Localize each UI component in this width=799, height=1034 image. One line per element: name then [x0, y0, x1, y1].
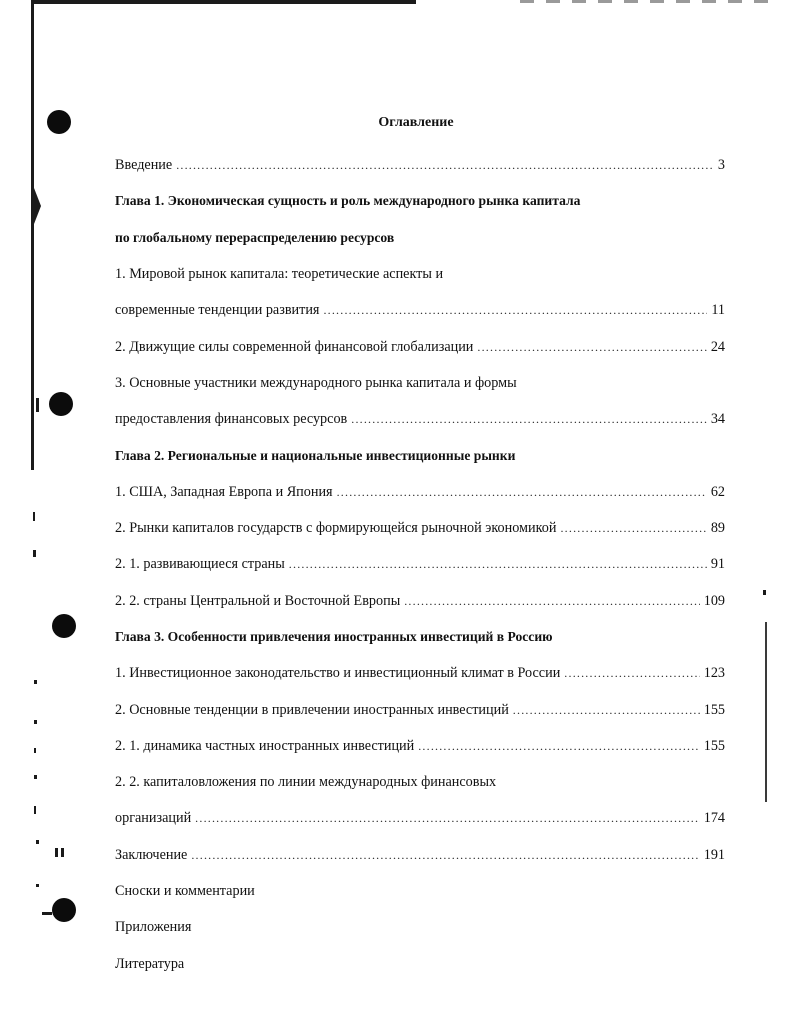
- toc-entry-2-2[interactable]: [115, 510, 725, 546]
- toc-entry-literature[interactable]: [115, 946, 725, 982]
- toc-entry-1-3[interactable]: [115, 365, 725, 401]
- toc-chapter-3-heading[interactable]: [115, 619, 725, 655]
- toc-entry-text: Сноски и комментарии: [115, 883, 255, 900]
- toc-page-number: 191: [703, 846, 725, 863]
- scan-speck: [36, 398, 39, 412]
- toc-entry-text: Приложения: [115, 919, 192, 936]
- punch-hole: [52, 614, 76, 638]
- toc-page-number: 174: [703, 810, 725, 827]
- toc-page-number: 62: [710, 483, 725, 500]
- scan-speck: [42, 912, 52, 915]
- scan-speck: [36, 884, 39, 887]
- toc-entry-1-1[interactable]: [115, 256, 725, 292]
- toc-leader-dots: [176, 156, 714, 174]
- toc-entry-3-2[interactable]: [115, 691, 725, 727]
- punch-hole: [49, 392, 73, 416]
- toc-entry-2-2-1[interactable]: [115, 546, 725, 582]
- toc-entry-3-2-1[interactable]: [115, 728, 725, 764]
- toc-entry-1-3-continued[interactable]: [115, 401, 725, 437]
- toc-entry-3-2-2-continued[interactable]: [115, 800, 725, 836]
- toc-entry-text: 3. Основные участники международного рынка капитала и формы: [115, 374, 517, 391]
- toc-entry-text: 1. США, Западная Европа и Япония: [115, 483, 333, 500]
- toc-page-number: 11: [711, 302, 725, 319]
- scan-speck: [34, 775, 37, 779]
- toc-entry-text: 1. Инвестиционное законодательство и инвестиционный климат в России: [115, 665, 561, 682]
- toc-leader-dots: [560, 519, 706, 537]
- toc-entry-text: организаций: [115, 810, 192, 827]
- scan-speck: [61, 848, 64, 857]
- toc-entry-text: 2. 1. динамика частных иностранных инвестиций: [115, 737, 415, 754]
- scan-speck: [33, 512, 35, 521]
- toc-title: Оглавление: [378, 115, 454, 130]
- toc-leader-dots: [191, 846, 699, 864]
- toc-entry-conclusion[interactable]: [115, 837, 725, 873]
- toc-entry-footnotes[interactable]: [115, 873, 725, 909]
- toc-page-number: 155: [703, 737, 725, 754]
- toc-leader-dots: [323, 301, 707, 319]
- toc-entry-text: 2. 2. капиталовложения по линии международных финансовых: [115, 774, 497, 791]
- toc-page-number: 109: [703, 592, 725, 609]
- toc-page-number: 91: [710, 556, 725, 573]
- toc-leader-dots: [564, 664, 699, 682]
- scan-edge-left: [31, 0, 34, 470]
- scan-speck: [34, 720, 37, 724]
- toc-entry-2-2-2[interactable]: [115, 583, 725, 619]
- toc-page-number: 24: [710, 338, 725, 355]
- toc-page-number: 34: [710, 411, 725, 428]
- toc-leader-dots: [195, 809, 700, 827]
- toc-entry-text: 2. Движущие силы современной финансовой глобализации: [115, 338, 474, 355]
- toc-leader-dots: [513, 701, 700, 719]
- toc-entry-text: 1. Мировой рынок капитала: теоретические аспекты и: [115, 266, 444, 283]
- toc-leader-dots: [289, 555, 707, 573]
- toc-page-number: 123: [703, 665, 725, 682]
- toc-leader-dots: [418, 737, 699, 755]
- toc-entry-text: по глобальному перераспределению ресурсов: [115, 229, 395, 245]
- toc-leader-dots: [404, 592, 699, 610]
- toc-page-number: 89: [710, 520, 725, 537]
- punch-hole: [52, 898, 76, 922]
- toc-entry-text: Глава 3. Особенности привлечения иностранных инвестиций в Россию: [115, 629, 553, 644]
- scan-edge-top-right: [520, 0, 770, 3]
- toc-entry-appendices[interactable]: [115, 909, 725, 945]
- toc-entry-text: Заключение: [115, 846, 188, 863]
- scan-speck: [34, 806, 36, 814]
- table-of-contents: [115, 147, 725, 982]
- toc-entry-1-2[interactable]: [115, 328, 725, 364]
- toc-entry-text: 2. Рынки капиталов государств с формирующейся рыночной экономикой: [115, 520, 557, 537]
- toc-entry-3-1[interactable]: [115, 655, 725, 691]
- toc-entry-text: Глава 1. Экономическая сущность и роль международного рынка капитала: [115, 193, 581, 209]
- toc-entry-text: Глава 2. Региональные и национальные инвестиционные рынки: [115, 447, 516, 463]
- toc-leader-dots: [477, 338, 706, 356]
- toc-entry-text: Введение: [115, 157, 173, 174]
- toc-entry-text: Литература: [115, 955, 185, 972]
- toc-leader-dots: [351, 410, 707, 428]
- scan-edge-notch: [34, 188, 41, 224]
- scan-speck: [34, 680, 37, 684]
- scan-speck: [33, 550, 36, 557]
- toc-entry-text: 2. 1. развивающиеся страны: [115, 556, 285, 573]
- toc-entry-text: 2. 2. страны Центральной и Восточной Европы: [115, 592, 401, 609]
- toc-entry-2-1[interactable]: [115, 474, 725, 510]
- toc-leader-dots: [337, 483, 707, 501]
- toc-chapter-2-heading[interactable]: [115, 437, 725, 473]
- scan-edge-top: [31, 0, 416, 4]
- scan-edge-right: [765, 622, 767, 802]
- toc-entry-text: 2. Основные тенденции в привлечении иностранных инвестиций: [115, 701, 509, 718]
- toc-entry-introduction[interactable]: [115, 147, 725, 183]
- toc-chapter-1-heading[interactable]: [115, 183, 725, 219]
- scan-speck: [36, 840, 39, 844]
- toc-entry-3-2-2[interactable]: [115, 764, 725, 800]
- scan-speck: [34, 748, 36, 753]
- scan-speck: [763, 590, 766, 595]
- scan-speck: [55, 848, 58, 857]
- toc-entry-text: предоставления финансовых ресурсов: [115, 411, 348, 428]
- toc-entry-text: современные тенденции развития: [115, 302, 320, 319]
- toc-chapter-1-heading-continued[interactable]: [115, 220, 725, 256]
- toc-page-number: 155: [703, 701, 725, 718]
- toc-page-number: 3: [717, 157, 725, 174]
- toc-entry-1-1-continued[interactable]: [115, 292, 725, 328]
